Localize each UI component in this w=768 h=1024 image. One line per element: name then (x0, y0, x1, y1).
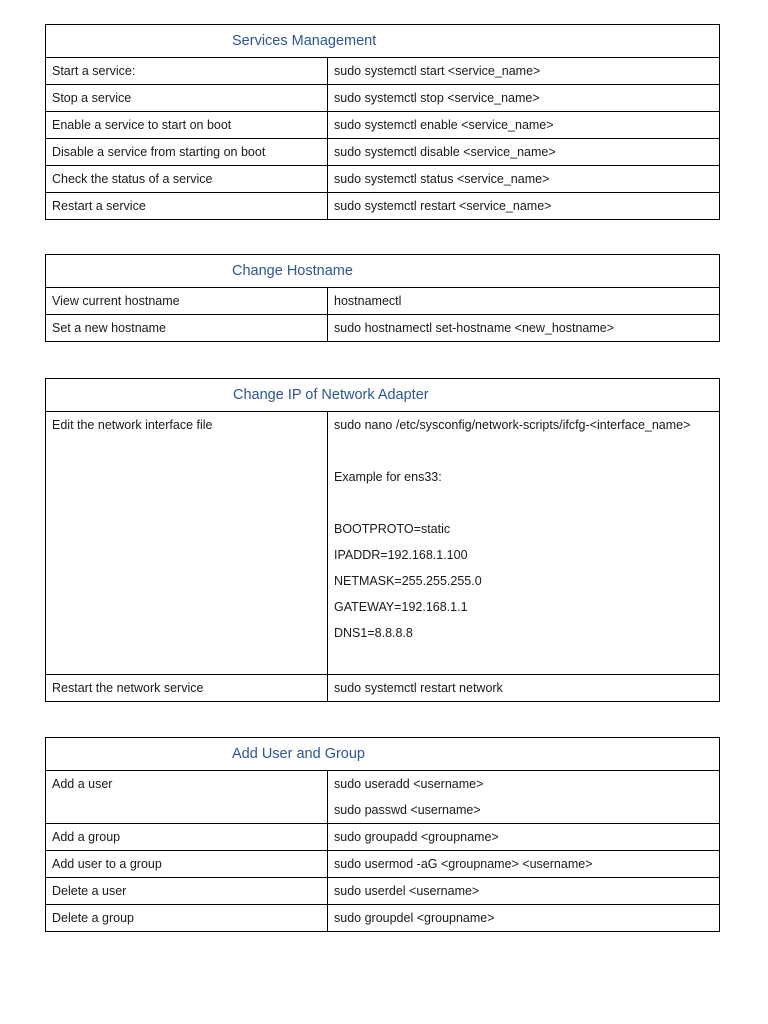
table-row (46, 139, 720, 166)
services-table (45, 24, 720, 220)
edit-description: Edit the network interface file (52, 418, 213, 432)
row-description: Check the status of a service (46, 166, 328, 193)
row-command: sudo systemctl restart <service_name> (328, 193, 720, 220)
row-command: sudo groupdel <groupname> (328, 905, 720, 932)
row-command: hostnamectl (328, 288, 720, 315)
row-description: Stop a service (46, 85, 328, 112)
row-description: Enable a service to start on boot (46, 112, 328, 139)
row-command: sudo usermod -aG <groupname> <username> (328, 851, 720, 878)
table-row (46, 824, 720, 851)
row-description: Disable a service from starting on boot (46, 139, 328, 166)
row-command: sudo systemctl status <service_name> (328, 166, 720, 193)
row-command: sudo systemctl start <service_name> (328, 58, 720, 85)
row-description: Delete a group (46, 905, 328, 932)
set-password-command: sudo passwd <username> (334, 803, 481, 817)
users-title: Add User and Group (46, 738, 720, 771)
row-description: Delete a user (46, 878, 328, 905)
row-command: sudo systemctl stop <service_name> (328, 85, 720, 112)
network-table (45, 378, 720, 702)
network-title: Change IP of Network Adapter (46, 379, 720, 412)
row-command (328, 412, 720, 675)
table-row (46, 412, 720, 675)
config-netmask: NETMASK=255.255.255.0 (334, 574, 482, 588)
config-bootproto: BOOTPROTO=static (334, 522, 451, 536)
row-description: Restart the network service (46, 675, 328, 702)
row-command: sudo hostnamectl set-hostname <new_hostname> (328, 315, 720, 342)
row-description: Add user to a group (46, 851, 328, 878)
services-title: Services Management (46, 25, 720, 58)
row-command: sudo systemctl restart network (328, 675, 720, 702)
hostname-table (45, 254, 720, 342)
row-command: sudo userdel <username> (328, 878, 720, 905)
row-command: sudo systemctl enable <service_name> (328, 112, 720, 139)
row-description: View current hostname (46, 288, 328, 315)
config-dns: DNS1=8.8.8.8 (334, 626, 413, 640)
row-command: sudo systemctl disable <service_name> (328, 139, 720, 166)
table-row (46, 58, 720, 85)
table-row (46, 112, 720, 139)
add-user-description: Add a user (52, 777, 113, 791)
example-label: Example for ens33: (334, 470, 442, 484)
table-row (46, 905, 720, 932)
table-row (46, 193, 720, 220)
edit-command: sudo nano /etc/sysconfig/network-scripts/ifcfg-<interface_name> (334, 418, 691, 432)
table-row (46, 675, 720, 702)
table-row (46, 85, 720, 112)
row-description (46, 412, 328, 675)
row-description (46, 771, 328, 824)
add-user-command: sudo useradd <username> (334, 777, 484, 791)
row-command (328, 771, 720, 824)
table-row (46, 771, 720, 824)
row-description: Start a service: (46, 58, 328, 85)
config-gateway: GATEWAY=192.168.1.1 (334, 600, 468, 614)
table-row (46, 288, 720, 315)
row-command: sudo groupadd <groupname> (328, 824, 720, 851)
users-table (45, 737, 720, 932)
table-row (46, 315, 720, 342)
table-row (46, 166, 720, 193)
row-description: Set a new hostname (46, 315, 328, 342)
row-description: Restart a service (46, 193, 328, 220)
hostname-title: Change Hostname (46, 255, 720, 288)
table-row (46, 878, 720, 905)
config-ipaddr: IPADDR=192.168.1.100 (334, 548, 468, 562)
row-description: Add a group (46, 824, 328, 851)
table-row (46, 851, 720, 878)
